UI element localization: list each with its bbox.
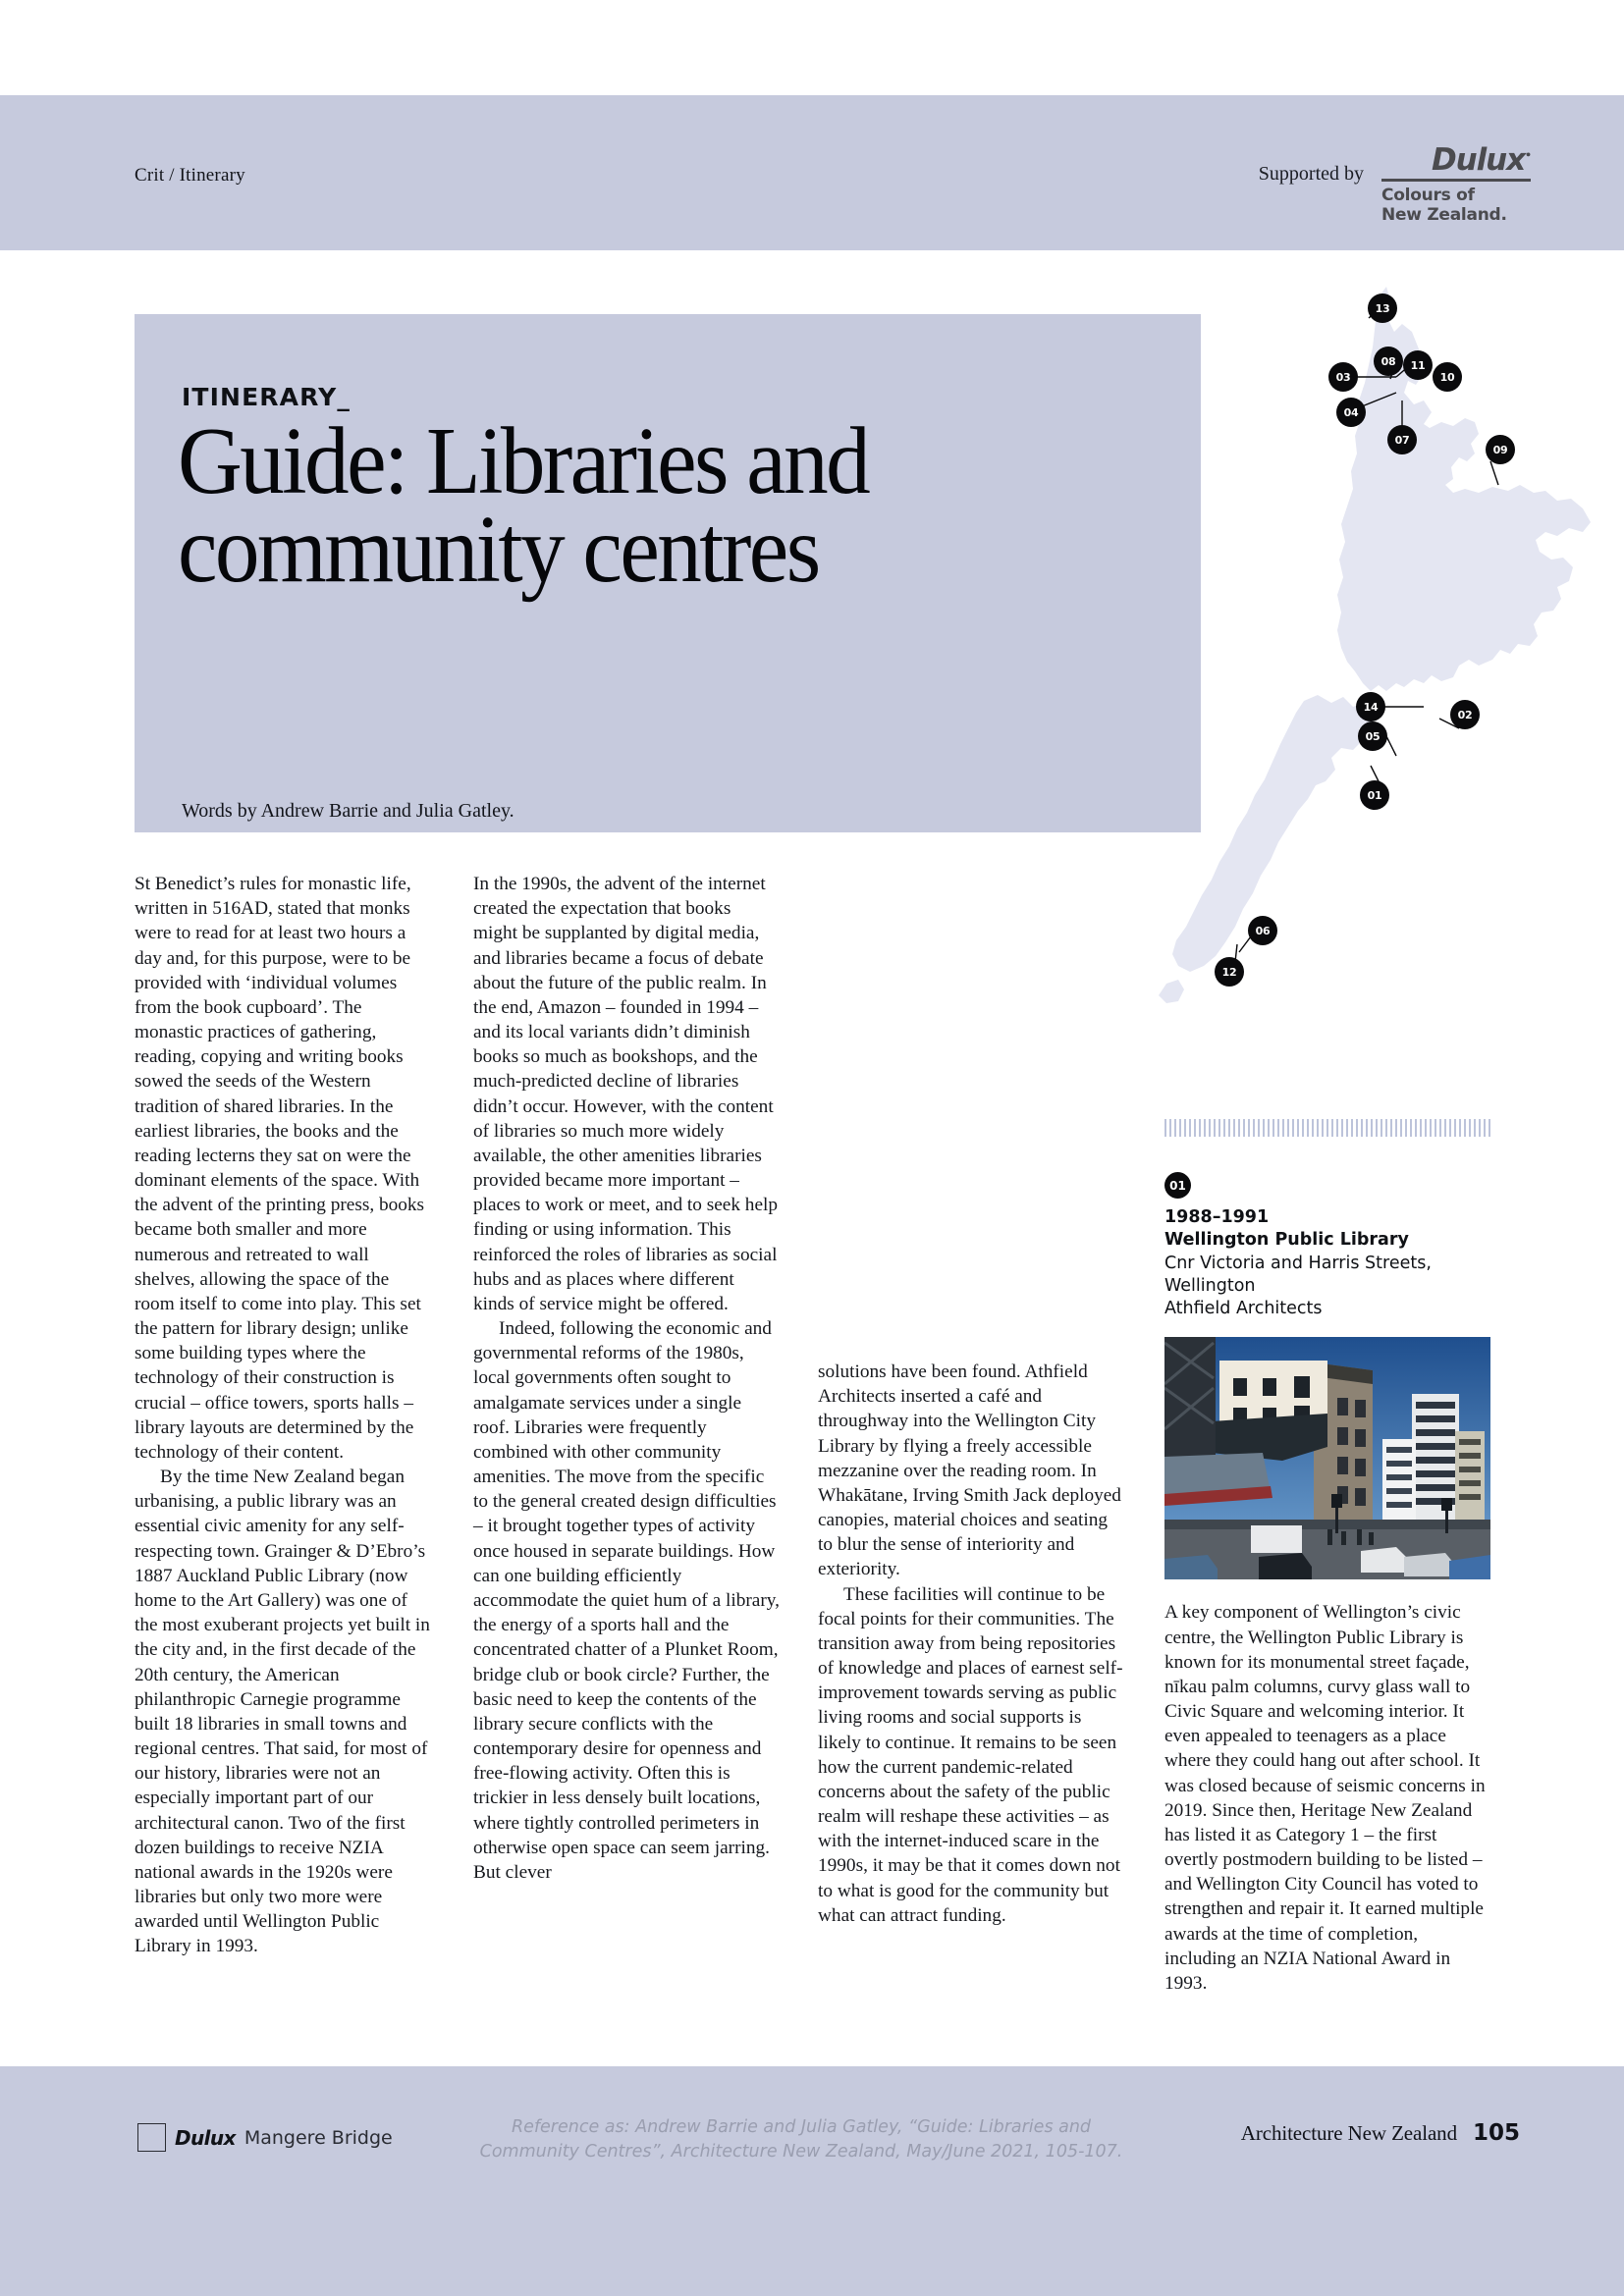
hero-block — [135, 314, 1201, 832]
byline: Words by Andrew Barrie and Julia Gatley. — [182, 800, 514, 822]
colour-swatch-icon — [137, 2123, 166, 2152]
project-years: 1988–1991 — [1164, 1207, 1270, 1227]
footer-band — [0, 2066, 1624, 2296]
map-marker[interactable] — [1486, 435, 1515, 464]
project-sidebar — [1164, 1119, 1490, 1996]
map-marker[interactable] — [1360, 780, 1389, 810]
page-number: 105 — [1472, 2120, 1520, 2146]
paragraph: These facilities will continue to be focal points for their communities. The transition away from being repositories of knowledge and places of earnest self-improvement towards serving as public living rooms and social supports is likely to continue. It remains to be seen how the current pandemic-related concerns about the safety of the public realm will reshape these activities – as with the internet-induced scare in the 1990s, it may be that it comes down not to what is good for the community but what can attract funding. — [818, 1583, 1123, 1926]
supported-by-label: Supported by — [1258, 163, 1364, 185]
paragraph: Indeed, following the economic and governmental reforms of the 1980s, local governments often sought to amalgamate services under a single roof. Libraries were frequently combined with other community amenities. The move from the specific to the general created design difficulties – it brought together types of activity once housed in separate buildings. How can one building efficiently accommodate the quiet hum of a library, the energy of a sports hall and the concentrated chatter of a Plunket Room, bridge club or book circle? Further, the basic need to keep the contents of the library secure conflicts with the contemporary desire for openness and free-flowing activity. Often this is trickier in less densely built locations, where tightly controlled perimeters in otherwise open space can seem jarring. But clever — [473, 1318, 780, 1883]
dulux-tagline-line1: Colours of — [1381, 185, 1475, 205]
paragraph: St Benedict’s rules for monastic life, written in 516AD, stated that monks were to read for at least two hours a day and, for this purpose, were to be provided with ‘individual volumes from the book cupboard’. The monastic practices of gathering, reading, copying and writing books sowed the seeds of the Western tradition of shared libraries. In the earliest libraries, the books and the reading lecterns they sat on were the dominant elements of the space. With the advent of the printing press, books became both smaller and more numerous and retreated to wall shelves, allowing the space of the room itself to come into play. This set the pattern for library design; unlike some building types where the technology of their construction is crucial – office towers, sports halls – library layouts are determined by the technology of their content. — [135, 874, 425, 1463]
tick-rule-divider — [1164, 1119, 1490, 1137]
dulux-tagline-line2: New Zealand. — [1381, 204, 1507, 225]
map-marker-label-14: 14 — [1363, 701, 1379, 714]
dulux-wordmark — [1381, 142, 1531, 178]
map-marker-label-01: 01 — [1367, 789, 1382, 802]
map-marker[interactable] — [1433, 362, 1462, 392]
running-head: Crit / Itinerary — [135, 165, 245, 186]
footer-dulux-colour-chip — [137, 2123, 393, 2152]
sponsor-lockup — [1258, 142, 1531, 225]
map-marker[interactable] — [1368, 294, 1397, 323]
paragraph: In the 1990s, the advent of the internet created the expectation that books might be supplanted by digital media, and libraries became a focus of debate about the future of the public realm. In the end, Amazon – founded in 1994 – and its local variants didn’t diminish books so much as bookshops, and the much-predicted decline of libraries didn’t occur. However, with the content of libraries so much more widely available, the other amenities libraries provided became more important – places to work or meet, and to seek help finding or using information. This reinforced the roles of libraries as social hubs and as places where different kinds of service might be offered. — [473, 874, 779, 1314]
project-photo — [1164, 1337, 1490, 1579]
dulux-tagline — [1381, 186, 1531, 225]
map-marker-label-11: 11 — [1410, 359, 1426, 372]
map-marker-label-05: 05 — [1365, 730, 1380, 743]
body-column-1 — [135, 872, 433, 1959]
divider — [1381, 179, 1531, 182]
map-marker[interactable] — [1403, 350, 1433, 380]
body-column-2 — [473, 872, 780, 1885]
project-caption: A key component of Wellington’s civic centre, the Wellington Public Library is known for its monumental street façade, nīkau palm columns, curvy glass wall to Civic Square and welcoming interior. It even appealed to teenagers as a place where they could hang out after school. It was closed because of seismic concerns in 2019. Since then, Heritage New Zealand has listed it as Category 1 – the first overtly postmodern building to be listed – and Wellington City Council has voted to strengthen and repair it. It earned multiple awards at the time of completion, including an NZIA National Award in 1993. — [1164, 1602, 1486, 1994]
footer-dulux-wordmark: Dulux — [175, 2125, 236, 2150]
map-marker[interactable] — [1215, 957, 1244, 987]
project-name: Wellington Public Library — [1164, 1230, 1409, 1251]
map-marker[interactable] — [1356, 692, 1385, 721]
map-marker-label-02: 02 — [1457, 709, 1473, 721]
masthead-title: Architecture New Zealand — [1240, 2121, 1457, 2145]
map-marker-label-06: 06 — [1255, 925, 1271, 937]
map-marker[interactable] — [1450, 700, 1480, 729]
project-address-line2: Wellington — [1164, 1275, 1256, 1296]
map-marker-label-03: 03 — [1335, 371, 1351, 384]
map-marker-label-10: 10 — [1439, 371, 1455, 384]
dulux-logo — [1381, 142, 1531, 225]
project-meta — [1164, 1206, 1490, 1320]
map-marker-label-13: 13 — [1375, 302, 1390, 315]
map-marker[interactable] — [1328, 362, 1358, 392]
footer-dulux-colour-name: Mangere Bridge — [244, 2126, 393, 2149]
project-address-line1: Cnr Victoria and Harris Streets, — [1164, 1253, 1432, 1273]
footer-masthead-group — [1241, 2120, 1520, 2146]
citation-note: Reference as: Andrew Barrie and Julia Gatley, “Guide: Libraries and Community Centres”, Architecture New Zealand, May/June 2021, 105-107. — [479, 2117, 1123, 2163]
map-marker[interactable] — [1374, 347, 1403, 376]
map-marker[interactable] — [1358, 721, 1387, 751]
map-marker-label-07: 07 — [1394, 434, 1410, 447]
project-architects: Athfield Architects — [1164, 1299, 1323, 1319]
body-column-3 — [818, 1360, 1124, 1928]
map-marker[interactable] — [1248, 916, 1277, 945]
new-zealand-map — [1129, 275, 1624, 1060]
paragraph: By the time New Zealand began urbanising, a public library was an essential civic amenity for any self-respecting town. Grainger & D’Ebro’s 1887 Auckland Public Library (now home to the Art Gallery) was one of the most exuberant projects yet built in the city and, in the first decade of the 20th century, the American philanthropic Carnegie programme built 18 libraries in small towns and regional centres. That said, for most of our history, libraries were not an especially important part of our architectural canon. Two of the first dozen buildings to receive NZIA national awards in the 1920s were libraries but only two more were awarded until Wellington Public Library in 1993. — [135, 1467, 430, 1957]
dulux-wordmark-text: Dulux — [1431, 142, 1526, 178]
section-eyebrow: ITINERARY_ — [182, 383, 351, 411]
trademark-icon: • — [1525, 148, 1531, 162]
map-marker-label-04: 04 — [1343, 406, 1359, 419]
map-marker[interactable] — [1387, 425, 1417, 454]
map-marker[interactable] — [1336, 398, 1366, 427]
paragraph: solutions have been found. Athfield Architects inserted a café and throughway into the Wellington City Library by flying a freely accessible mezzanine over the reading room. In Whakātane, Irving Smith Jack deployed canopies, material choices and seating to blur the sense of interiority and exteriority. — [818, 1362, 1121, 1580]
map-marker-label-08: 08 — [1380, 355, 1396, 368]
map-marker-label-09: 09 — [1492, 444, 1508, 456]
map-marker-label-12: 12 — [1221, 966, 1237, 979]
stewart-island-shape — [1159, 980, 1184, 1003]
north-island-shape — [1337, 287, 1591, 691]
project-number-badge: 01 — [1164, 1172, 1191, 1199]
page-title: Guide: Libraries and community centres — [178, 408, 869, 604]
